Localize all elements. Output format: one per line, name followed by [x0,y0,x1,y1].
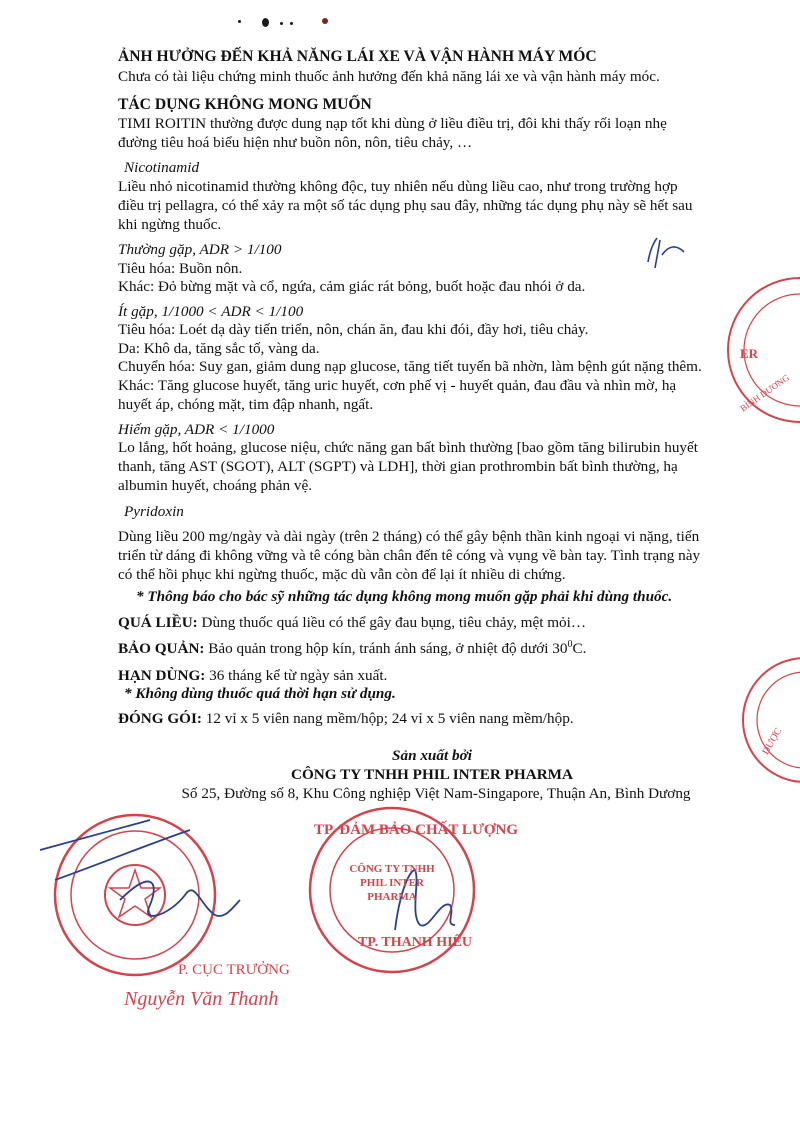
uncommon-line: Khác: Tăng glucose huyết, tăng uric huyết, cơn phế vị - huyết quản, đau đầu và nhìn mờ, hạ [118,377,677,394]
right-stamp-inner: CÔNG TY TNHH PHIL INTER PHARMA [349,863,435,903]
notify-doctor-note: * Thông báo cho bác sỹ những tác dụng không mong muốn gặp phải khi dùng thuốc. [136,588,673,605]
expiry-label: HẠN DÙNG: [118,667,206,684]
side-effects-line: TIMI ROITIN thường được dung nạp tốt khi dùng ở liều điều trị, đôi khi thấy rối loạn nhẹ [118,115,667,132]
company-address: Số 25, Đường số 8, Khu Công nghiệp Việt Nam-Singapore, Thuận An, Bình Dương [181,785,691,802]
pyridoxin-line: triển từ dáng đi không vững và tê cóng bàn chân đến tê cóng và vụng về bàn tay. Tình trạng này [118,547,701,564]
edge-stamp-text: DƯỢC [760,726,785,757]
common-heading: Thường gặp, ADR > 1/100 [118,241,282,258]
edge-stamp-top [728,278,800,422]
company-name: CÔNG TY TNHH PHIL INTER PHARMA [291,766,573,783]
driving-heading: ẢNH HƯỞNG ĐẾN KHẢ NĂNG LÁI XE VÀ VẬN HÀNH MÁY MÓC [118,48,597,65]
storage-text: Bảo quản trong hộp kín, tránh ánh sáng, ở nhiệt độ dưới 30 [204,640,568,657]
pyridoxin-line: Dùng liều 200 mg/ngày và dài ngày (trên 2 tháng) có thể gây bệnh thần kinh ngoại vi nặng, tiến [118,528,700,545]
uncommon-line: huyết áp, chóng mặt, tim đập nhanh, ngất. [118,396,374,413]
packaging-label: ĐÓNG GÓI: [118,710,202,727]
nicotinamid-heading: Nicotinamid [124,159,200,176]
left-stamp-name: Nguyễn Văn Thanh [124,988,279,1010]
nicotinamid-line: khi ngừng thuốc. [118,216,222,233]
packaging-text: 12 vỉ x 5 viên nang mềm/hộp; 24 vỉ x 5 viên nang mềm/hộp. [201,710,574,727]
storage-end: C. [572,640,587,657]
nicotinamid-line: điều trị pellagra, có thể xảy ra một số tác dụng phụ sau đây, những tác dụng phụ này sẽ hết sau [118,197,693,214]
storage-degree: 0 [567,638,573,650]
initials-mark [648,238,684,268]
expiry-text: 36 tháng kể từ ngày sản xuất. [205,667,388,684]
rare-line: Lo lắng, hốt hoảng, glucose niệu, chức năng gan bất bình thường [bao gồm tăng bilirubin huyết [118,439,698,456]
side-effects-line: đường tiêu hoá biểu hiện như buồn nôn, nôn, tiêu chảy, … [118,134,473,151]
uncommon-line: Tiêu hóa: Loét dạ dày tiến triển, nôn, chán ăn, đau khi đói, đầy hơi, tiêu chảy. [118,321,589,338]
right-stamp-name: TP. THANH HIẾU [358,935,472,950]
edge-stamp-text: ER [740,346,759,361]
uncommon-heading: Ít gặp, 1/1000 < ADR < 1/100 [118,303,304,320]
edge-stamp-text: BÌNH DƯƠNG [738,372,791,414]
uncommon-line: Da: Khô da, tăng sắc tố, vàng da. [118,340,320,357]
right-stamp-title: TP. ĐẢM BẢO CHẤT LƯỢNG [314,822,519,838]
common-line: Tiêu hóa: Buồn nôn. [118,260,243,277]
common-line: Khác: Đỏ bừng mặt và cổ, ngứa, cảm giác rát bỏng, buốt hoặc đau nhói ở da. [118,278,586,295]
rare-line: thanh, tăng AST (SGOT), ALT (SGPT) và LDH], thời gian prothrombin bất bình thường, hạ [118,458,678,475]
storage-label: BẢO QUẢN: [118,640,205,657]
uncommon-line: Chuyển hóa: Suy gan, giảm dung nạp glucose, tăng tiết tuyến bã nhờn, làm bệnh gút nặng thêm. [118,358,702,375]
left-stamp-title: P. CỤC TRƯỞNG [178,962,290,978]
driving-text: Chưa có tài liệu chứng minh thuốc ảnh hưởng đến khả năng lái xe và vận hành máy móc. [118,68,660,85]
overdose-label: QUÁ LIỀU: [118,614,198,631]
pyridoxin-heading: Pyridoxin [124,503,184,520]
rare-line: albumin huyết, choáng phản vệ. [118,477,313,494]
pyridoxin-line: có thể hồi phục khi ngừng thuốc, mặc dù vẫn còn để lại ít nhiều di chứng. [118,566,566,583]
expiry-warning: * Không dùng thuốc quá thời hạn sử dụng. [124,685,396,702]
nicotinamid-line: Liều nhỏ nicotinamid thường không độc, tuy nhiên nếu dùng liều cao, như trong trường hợp [118,178,678,195]
side-effects-heading: TÁC DỤNG KHÔNG MONG MUỐN [118,96,372,113]
edge-stamp-bottom [743,658,800,782]
overdose-text: Dùng thuốc quá liều có thể gây đau bụng, tiêu chảy, mệt mỏi… [197,614,587,631]
manufacturer-label: Sản xuất bởi [392,747,472,764]
rare-heading: Hiếm gặp, ADR < 1/1000 [118,421,275,438]
